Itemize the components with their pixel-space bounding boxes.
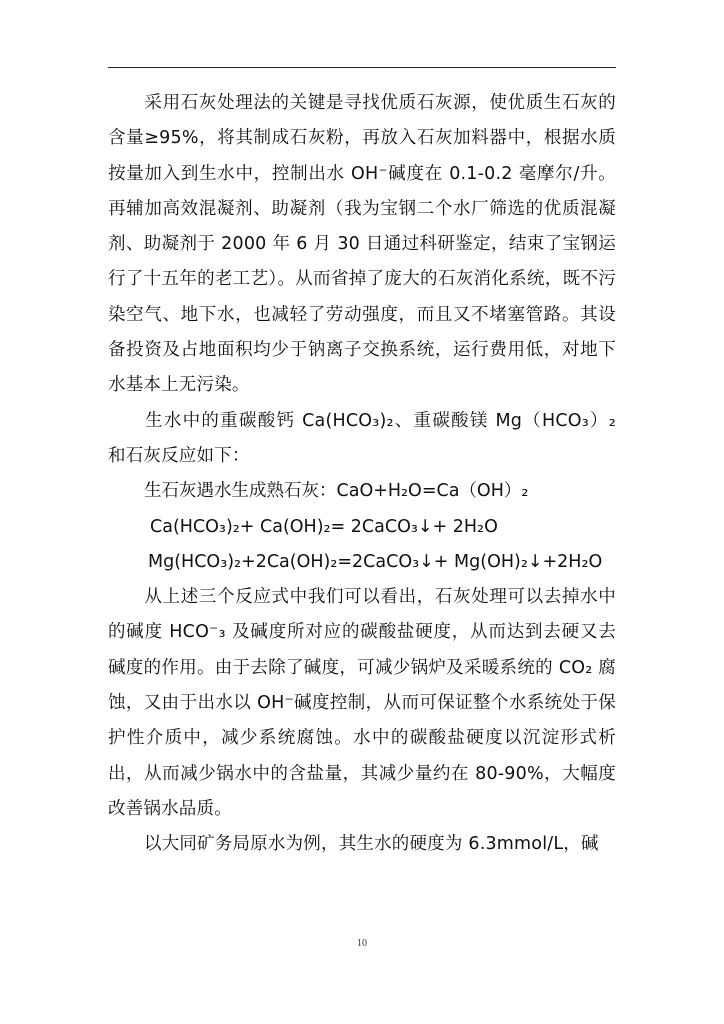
- equation-2: Ca(HCO₃)₂+ Ca(OH)₂= 2CaCO₃↓+ 2H₂O: [150, 516, 498, 537]
- paragraph-2: 生水中的重碳酸钙 Ca(HCO₃)₂、重碳酸镁 Mg（HCO₃）₂ 和石灰反应如下：: [108, 410, 616, 466]
- document-body: [108, 86, 616, 863]
- paragraph-4: 以大同矿务局原水为例，其生水的硬度为 6.3mmol/L，碱: [144, 834, 599, 855]
- paragraph-3: 从上述三个反应式中我们可以看出，石灰处理可以去掉水中的碱度 HCO⁻₃ 及碱度所对应的碳酸盐硬度，从而达到去硬又去碱度的作用。由于去除了碱度，可减少锅炉及采暖系统的 CO₂ 腐蚀，又由于出水以 OH⁻碱度控制，从而可保证整个水系统处于保护性介质中，减少系统腐蚀。水中的碳酸盐硬度以沉淀形式析出，从而减少锅水中的含盐量，其减少量约在 80-90%，大幅度改善锅水品质。: [108, 587, 616, 819]
- paragraph-1: 采用石灰处理法的关键是寻找优质石灰源，使优质生石灰的含量≥95%，将其制成石灰粉，再放入石灰加料器中，根据水质按量加入到生水中，控制出水 OH⁻碱度在 0.1-0.2 毫摩尔/升。再辅加高效混凝剂、助凝剂（我为宝钢二个水厂筛选的优质混凝剂、助凝剂于 2000 年 6 月 30 日通过科研鉴定，结束了宝钢运行了十五年的老工艺）。从而省掉了庞大的石灰消化系统，既不污染空气、地下水，也减轻了劳动强度，而且又不堵塞管路。其设备投资及占地面积均少于钠离子交换系统，运行费用低，对地下水基本上无污染。: [108, 93, 616, 396]
- page-number: 10: [357, 938, 367, 949]
- equation-3: Mg(HCO₃)₂+2Ca(OH)₂=2CaCO₃↓+ Mg(OH)₂↓+2H₂O: [148, 551, 603, 572]
- header-rule: [108, 67, 616, 68]
- equation-1: 生石灰遇水生成熟石灰：CaO+H₂O=Ca（OH）₂: [144, 481, 529, 502]
